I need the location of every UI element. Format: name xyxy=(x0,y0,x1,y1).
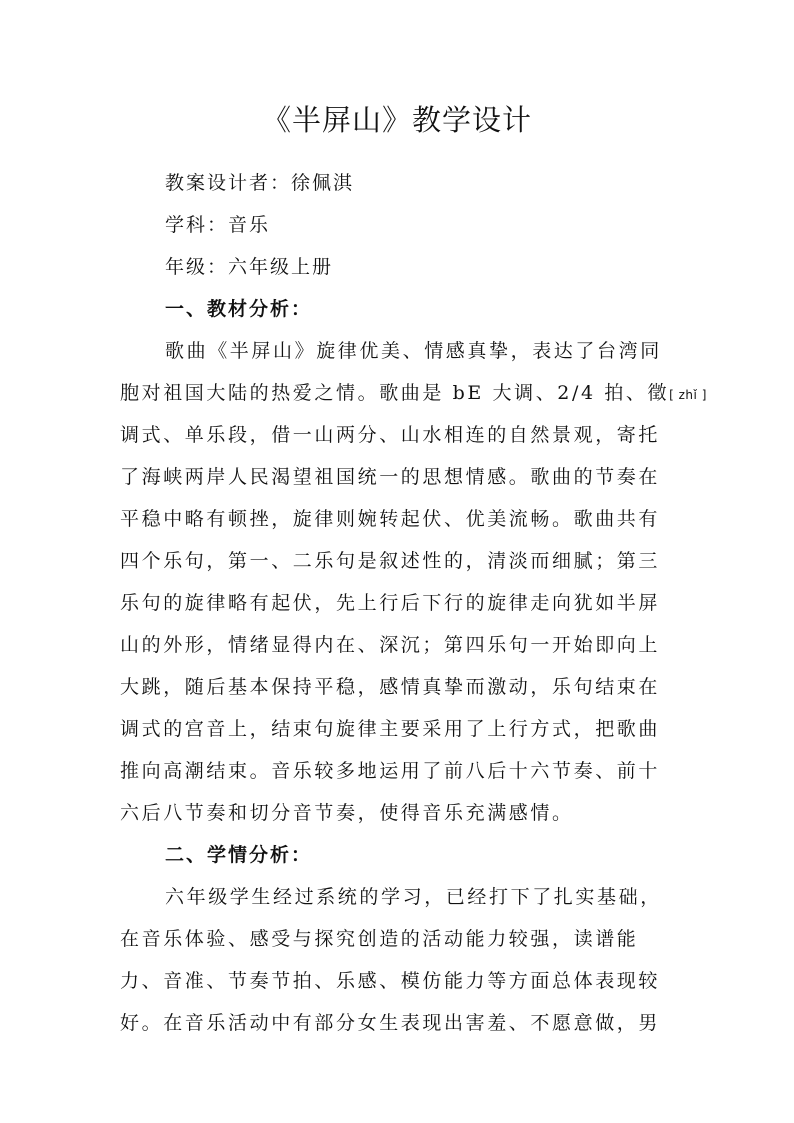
paragraph-line: 大跳，随后基本保持平稳，感情真挚而激动，乐句结束在 xyxy=(120,676,661,698)
paragraph-line: 乐句的旋律略有起伏，先上行后下行的旋律走向犹如半屏 xyxy=(120,592,661,614)
document-title: 《半屏山》教学设计 xyxy=(261,103,532,137)
section-heading-learner-analysis: 二、学情分析： xyxy=(165,844,313,866)
paragraph-line: 六后八节奏和切分音节奏，使得音乐充满感情。 xyxy=(120,802,574,824)
paragraph-line: 调式的宫音上，结束句旋律主要采用了上行方式，把歌曲 xyxy=(120,718,661,740)
paragraph-line: 推向高潮结束。音乐较多地运用了前八后十六节奏、前十 xyxy=(120,760,661,782)
paragraph-line: 力、音准、节奏节拍、乐感、模仿能力等方面总体表现较 xyxy=(120,970,661,992)
paragraph-line: 调式、单乐段，借一山两分、山水相连的自然景观，寄托 xyxy=(120,424,661,446)
paragraph-line: 平稳中略有顿挫，旋律则婉转起伏、优美流畅。歌曲共有 xyxy=(120,508,661,530)
grade-line: 年级：六年级上册 xyxy=(165,256,334,278)
section-heading-material-analysis: 一、教材分析： xyxy=(165,298,313,320)
pinyin-annotation: [ zhǐ ] xyxy=(669,388,707,402)
subject-line: 学科：音乐 xyxy=(165,214,271,236)
paragraph-line-text: 胞对祖国大陆的热爱之情。歌曲是 bE 大调、2/4 拍、徵 xyxy=(120,382,670,404)
paragraph-line: 山的外形，情绪显得内在、深沉；第四乐句一开始即向上 xyxy=(120,634,661,656)
paragraph-line xyxy=(120,378,707,405)
paragraph-line: 歌曲《半屏山》旋律优美、情感真挚，表达了台湾同 xyxy=(165,340,662,362)
author-line: 教案设计者：徐佩淇 xyxy=(165,172,355,194)
paragraph-line: 四个乐句，第一、二乐句是叙述性的，清淡而细腻；第三 xyxy=(120,550,661,572)
paragraph-line: 了海峡两岸人民渴望祖国统一的思想情感。歌曲的节奏在 xyxy=(120,466,661,488)
paragraph-line: 好。在音乐活动中有部分女生表现出害羞、不愿意做，男 xyxy=(120,1012,661,1034)
paragraph-line: 在音乐体验、感受与探究创造的活动能力较强，读谱能 xyxy=(120,928,639,950)
paragraph-line: 六年级学生经过系统的学习，已经打下了扎实基础， xyxy=(165,886,662,908)
